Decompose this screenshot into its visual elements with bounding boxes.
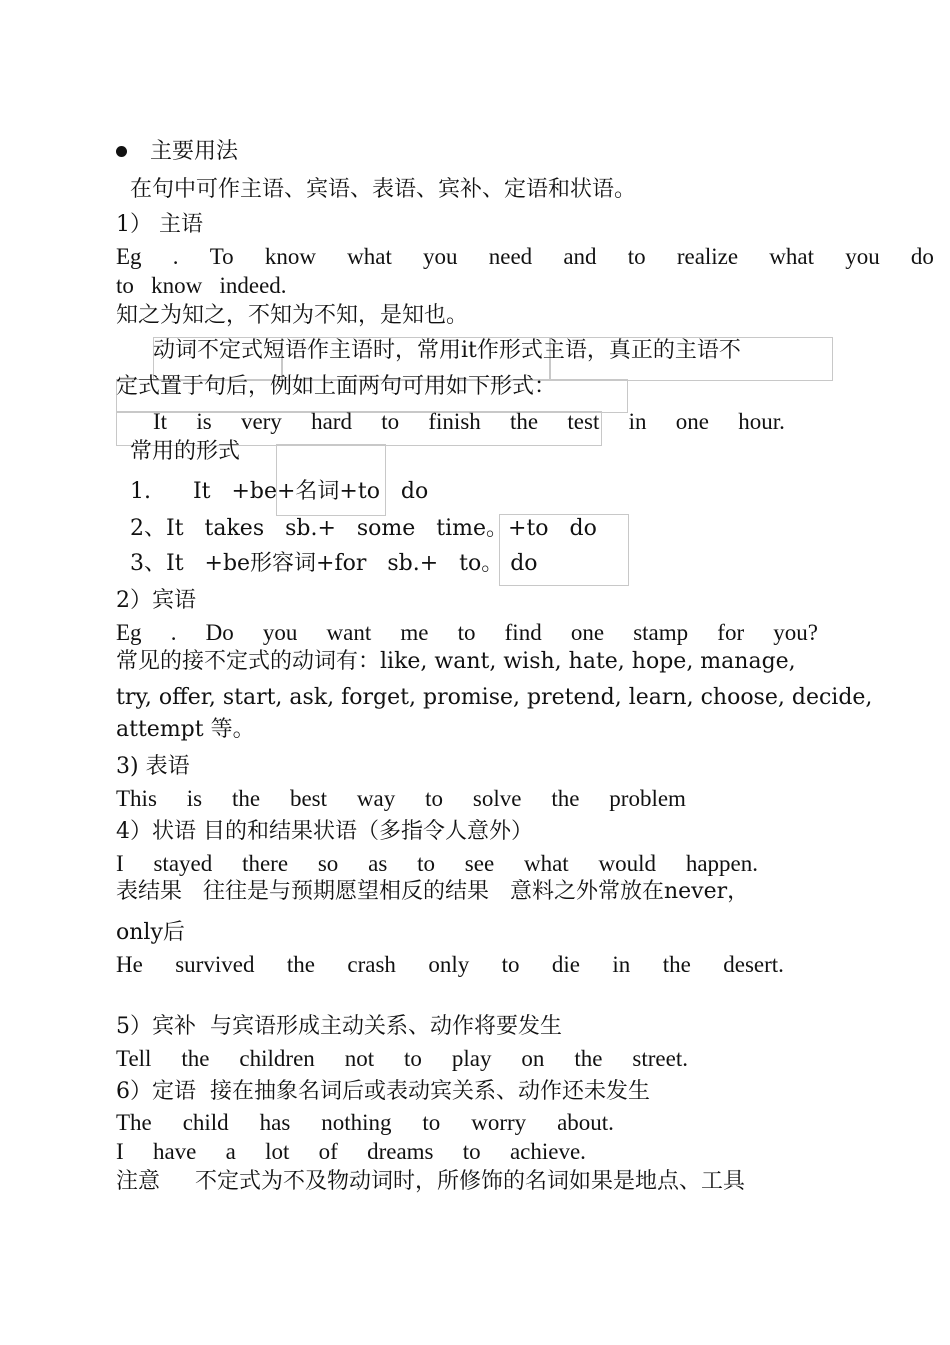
- word: stayed: [153, 851, 213, 876]
- word: to: [462, 1139, 481, 1164]
- form-item: 3、It +be形容词+for sb.+ to。 do: [130, 551, 538, 576]
- example-sentence-cont: to know indeed.: [116, 273, 287, 298]
- word: a: [225, 1139, 236, 1164]
- word: has: [259, 1110, 291, 1135]
- word: the: [181, 1046, 210, 1071]
- word: achieve.: [509, 1139, 586, 1164]
- note-text: 动词不定式短语作主语时，常用it作形式主语，真正的主语不: [153, 338, 741, 363]
- word: I: [116, 1139, 124, 1164]
- verb-list-cont: try, offer, start, ask, forget, promise, pretend, learn, choose, decide,: [116, 685, 873, 710]
- result-note: 表结果 往往是与预期愿望相反的结果 意料之外常放在never，: [116, 879, 750, 904]
- word: me: [400, 620, 429, 645]
- example-sentence: [116, 849, 758, 879]
- word: for: [717, 620, 745, 645]
- word: want: [326, 620, 372, 645]
- word: of: [318, 1139, 338, 1164]
- word: as: [368, 851, 388, 876]
- example-sentence: [116, 1108, 614, 1138]
- bullet-icon: [116, 146, 127, 157]
- word: see: [464, 851, 495, 876]
- word: need: [488, 244, 533, 269]
- word: It: [153, 409, 168, 434]
- form-item: 2、It takes sb.+ some time。+to do: [130, 516, 597, 541]
- word: in: [628, 409, 647, 434]
- word: This: [116, 786, 157, 811]
- section-title-predicative: 3) 表语: [116, 754, 190, 779]
- verb-list: 常见的接不定式的动词有：like, want, wish, hate, hope, manage,: [116, 649, 796, 674]
- forms-title: 常用的形式: [130, 439, 241, 464]
- word: the: [574, 1046, 603, 1071]
- section-title-attributive: 6）定语 接在抽象名词后或表动宾关系、动作还未发生: [116, 1079, 650, 1104]
- word: the: [231, 786, 261, 811]
- example-sentence: [116, 242, 934, 272]
- word: The: [116, 1110, 152, 1135]
- word: die: [551, 952, 581, 977]
- word: Do: [205, 620, 234, 645]
- word: to: [381, 409, 400, 434]
- example-sentence: [116, 1137, 586, 1167]
- word: play: [451, 1046, 492, 1071]
- word: is: [186, 786, 203, 811]
- example-sentence: [116, 618, 818, 648]
- word: what: [347, 244, 392, 269]
- word: hour.: [738, 409, 785, 434]
- word: what: [769, 244, 815, 269]
- word: one: [675, 409, 709, 434]
- word: finish: [428, 409, 481, 434]
- word: Tell: [116, 1046, 152, 1071]
- word: survived: [175, 952, 255, 977]
- proverb-text: 知之为知之，不知为不知，是知也。: [116, 303, 469, 328]
- word: .: [170, 620, 177, 645]
- intro-text: 在句中可作主语、宾语、表语、宾补、定语和状语。: [130, 177, 637, 202]
- word: to: [425, 786, 443, 811]
- word: so: [317, 851, 339, 876]
- example-sentence: [116, 1044, 688, 1074]
- word: is: [196, 409, 212, 434]
- example-sentence: [116, 950, 784, 980]
- section-heading: 主要用法: [150, 139, 239, 164]
- word: to: [457, 620, 476, 645]
- word: I: [116, 851, 124, 876]
- word: have: [152, 1139, 197, 1164]
- word: there: [242, 851, 289, 876]
- attention-note: 注意 不定式为不及物动词时，所修饰的名词如果是地点、工具: [116, 1169, 745, 1194]
- word: to: [417, 851, 435, 876]
- word: to: [501, 952, 520, 977]
- word: and: [563, 244, 597, 269]
- word: you: [423, 244, 458, 269]
- word: you?: [773, 620, 818, 645]
- word: in: [612, 952, 631, 977]
- word: dreams: [367, 1139, 434, 1164]
- word: the: [286, 952, 315, 977]
- word: .: [172, 244, 179, 269]
- word: happen.: [685, 851, 758, 876]
- section-title-adverbial: 4）状语 目的和结果状语（多指令人意外）: [116, 819, 533, 844]
- word: child: [182, 1110, 229, 1135]
- example-sentence: [153, 407, 785, 437]
- word: you: [845, 244, 880, 269]
- word: not: [344, 1046, 375, 1071]
- word: Eg: [116, 244, 142, 269]
- word: find: [504, 620, 542, 645]
- section-title-object-complement: 5）宾补 与宾语形成主动关系、动作将要发生: [116, 1014, 562, 1039]
- word: hard: [311, 409, 352, 434]
- word: test: [567, 409, 600, 434]
- section-title-object: 2）宾语: [116, 588, 196, 613]
- word: know: [264, 244, 316, 269]
- word: to: [627, 244, 646, 269]
- word: He: [116, 952, 143, 977]
- word: solve: [472, 786, 522, 811]
- word: realize: [676, 244, 739, 269]
- word: only: [428, 952, 470, 977]
- word: would: [598, 851, 657, 876]
- word: the: [510, 409, 539, 434]
- word: best: [289, 786, 328, 811]
- word: the: [662, 952, 691, 977]
- word: to: [422, 1110, 441, 1135]
- word: Eg: [116, 620, 142, 645]
- word: about.: [557, 1110, 614, 1135]
- word: very: [240, 409, 282, 434]
- word: stamp: [633, 620, 689, 645]
- word: worry: [471, 1110, 527, 1135]
- word: lot: [265, 1139, 290, 1164]
- word: To: [209, 244, 234, 269]
- result-note-cont: only后: [116, 920, 185, 945]
- word: you: [262, 620, 298, 645]
- word: what: [523, 851, 569, 876]
- note-text-cont: 定式置于句后，例如上面两句可用如下形式：: [116, 374, 557, 399]
- word: the: [551, 786, 580, 811]
- word: children: [239, 1046, 315, 1071]
- word: nothing: [321, 1110, 392, 1135]
- form-item: 1. It +be+名词+to do: [130, 479, 429, 504]
- word: on: [521, 1046, 545, 1071]
- word: crash: [347, 952, 396, 977]
- word: problem: [609, 786, 686, 811]
- word: way: [356, 786, 396, 811]
- verb-list-end: attempt 等。: [116, 717, 255, 742]
- word: do: [910, 244, 934, 269]
- word: one: [570, 620, 605, 645]
- word: street.: [632, 1046, 688, 1071]
- example-sentence: [116, 784, 686, 814]
- word: to: [404, 1046, 422, 1071]
- word: desert.: [723, 952, 784, 977]
- section-title-subject: 1） 主语: [116, 212, 203, 237]
